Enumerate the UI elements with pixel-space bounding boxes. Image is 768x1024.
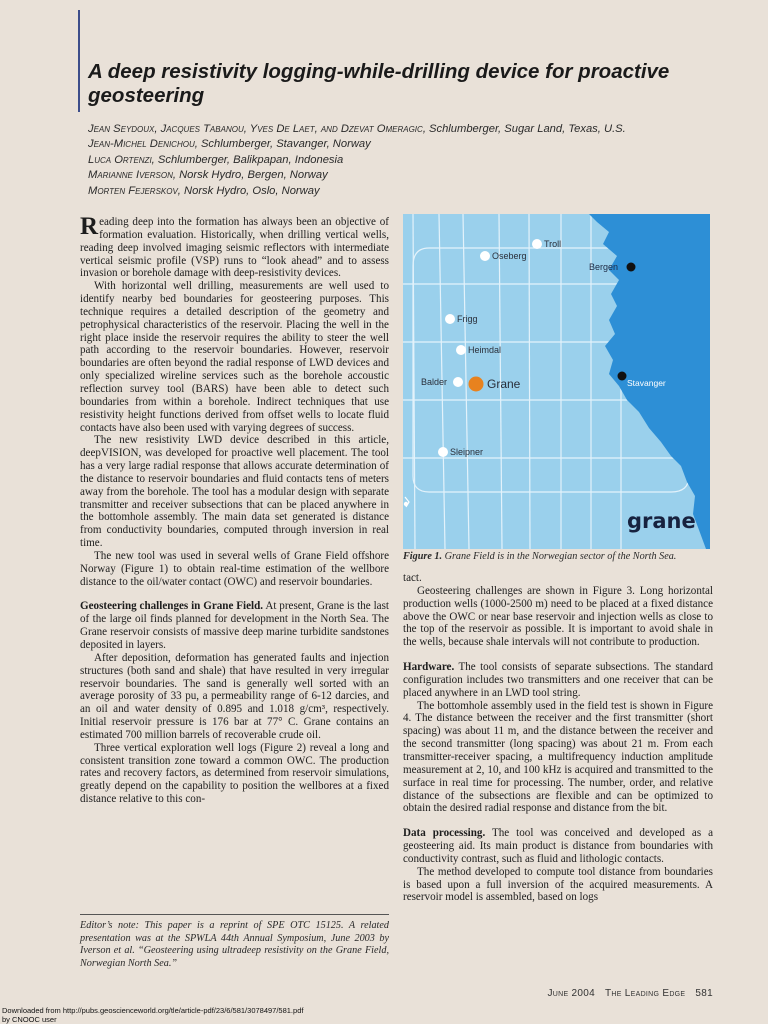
author-line: Jean-Michel Denichou, Schlumberger, Stavanger, Norway bbox=[88, 138, 371, 151]
body-paragraph: The bottomhole assembly used in the field test is shown in Figure 4. The distance between the receiver and the first transmitter (short spacing) was about 11 m, and the distance between the receiver and the second transmitter (long spacing) was about 21 m. From each transmitter-receiver spacing, a multifrequency induction amplitude measurement at 2, 10, and 100 kHz is acquired and transmitted to the surface in real time for processing. The number, order, and relative distance of the subsections are flexible and can be optimized to obtain the desired radial response and distance from the bit. bbox=[403, 699, 713, 815]
intro-paragraph: Reading deep into the formation has always been an objective of formation evaluation. Historically, when drilling vertical wells, reading deep involved imaging seismic reflectors with intermediate vertical seismic profile (VSP) runs to “look ahead” and to assess invasion or borehole damage with deep-resistivity devices. bbox=[80, 213, 389, 280]
bergen-label: Bergen bbox=[589, 262, 619, 272]
title-rule bbox=[78, 10, 80, 112]
issue-date: June 2004 bbox=[547, 988, 595, 999]
right-column bbox=[403, 572, 713, 904]
page-number: 581 bbox=[695, 988, 713, 999]
stavanger-marker bbox=[618, 372, 627, 381]
section-paragraph: Hardware. The tool consists of separate subsections. The standard configuration includes two transmitters and one receiver that can be placed anywhere in an LWD tool string. bbox=[403, 661, 713, 699]
stavanger-label: Stavanger bbox=[627, 378, 666, 388]
oseberg-marker bbox=[480, 251, 490, 261]
grane-logo: grane bbox=[627, 509, 696, 533]
troll-marker bbox=[532, 239, 542, 249]
journal-name: The Leading Edge bbox=[604, 988, 686, 999]
download-url: Downloaded from http://pubs.geoscienceworld.org/tle/article-pdf/23/6/581/3078497/581.pdf bbox=[2, 1006, 304, 1015]
editor-note-divider bbox=[80, 914, 389, 915]
section-paragraph: Data processing. The tool was conceived and developed as a geosteering aid. Its main product is distance from boundaries with conductivity contrast, such as fluid and lithologic contacts. bbox=[403, 827, 713, 865]
balder-label: Balder bbox=[421, 377, 448, 387]
grane-marker bbox=[469, 377, 484, 392]
bergen-marker bbox=[627, 263, 636, 272]
download-notice bbox=[2, 1007, 303, 1024]
grane-label: Grane bbox=[487, 377, 521, 391]
body-paragraph: Geosteering challenges are shown in Figure 3. Long horizontal production wells (1000-2500 m) need to be placed at a fixed distance above the OWC or near base reservoir and injection wells as close to the top of the reservoir as possible. It is important to avoid shale in the wells, because shale intervals will not contribute to production. bbox=[403, 584, 713, 649]
article-title: A deep resistivity logging-while-drilling device for proactive geosteering bbox=[88, 60, 670, 107]
heimdal-label: Heimdal bbox=[468, 345, 502, 355]
author-line: Luca Ortenzi, Schlumberger, Balikpapan, Indonesia bbox=[88, 153, 344, 166]
author-list bbox=[88, 122, 728, 199]
sleipner-marker bbox=[438, 447, 448, 457]
body-paragraph: After deposition, deformation has generated faults and injection structures (both sand and shale) that have resulted in very irregular reservoir boundaries. The sand is generally well sorted with an average porosity of 33 pu, a permeability range of 6-12 darcies, and an oil and water density of 0.895 and 1.018 g/cm³, respectively. Initial reservoir pressure is 176 bar at 77° C. Grane contains an estimated 700 million barrels of recoverable crude oil. bbox=[80, 651, 389, 741]
oseberg-label: Oseberg bbox=[492, 251, 527, 261]
troll-label: Troll bbox=[544, 239, 562, 249]
figure-1-map bbox=[403, 214, 710, 549]
body-paragraph: The method developed to compute tool distance from boundaries is based upon a full inversion of the acquired measurements. A reservoir model is assembled, based on logs bbox=[403, 865, 713, 904]
north-sea-map bbox=[403, 214, 710, 549]
heimdal-marker bbox=[456, 345, 466, 355]
frigg-label: Frigg bbox=[457, 314, 478, 324]
section-paragraph: Geosteering challenges in Grane Field. At present, Grane is the last of the large oil finds planned for development in the North Sea. The Grane reservoir consists of massive deep marine turbidite sandstones deposited in layers. bbox=[80, 600, 390, 651]
body-paragraph: The new tool was used in several wells of Grane Field offshore Norway (Figure 1) to obtain real-time estimation of the wellbore distance to the oil/water contact (OWC) and reservoir boundaries. bbox=[80, 549, 389, 588]
drop-cap: R bbox=[80, 213, 99, 240]
author-line: Jean Seydoux, Jacques Tabanou, Yves De Laet, and Dzevat Omeragic, Schlumberger, Sugar Land, Texas, U.S. bbox=[88, 123, 626, 135]
frigg-marker bbox=[445, 314, 455, 324]
body-paragraph: Three vertical exploration well logs (Figure 2) reveal a long and consistent transition zone toward a common OWC. The production rates and recovery factors, as determined from reservoir simulations, greatly depend on the capability to position the wellbores at a fixed distance relative to this con- bbox=[80, 741, 389, 806]
figure-label: Figure 1. bbox=[403, 551, 443, 562]
section-heading: Hardware. bbox=[403, 661, 455, 674]
author-line: Marianne Iverson, Norsk Hydro, Bergen, Norway bbox=[88, 169, 328, 182]
left-column bbox=[80, 213, 390, 806]
section-heading: Data processing. bbox=[403, 827, 486, 840]
sleipner-label: Sleipner bbox=[450, 447, 484, 457]
download-user: by CNOOC user bbox=[2, 1014, 57, 1024]
section-heading: Geosteering challenges in Grane Field. bbox=[80, 600, 264, 613]
body-paragraph: With horizontal well drilling, measurements are well used to identify nearby bed boundaries for geosteering purposes. This technique requires a detailed description of the geometry and petrophysical characteristics of the reservoir. Placing the well in the right place inside the reservoir requires the ability to steer the well path according to the reservoir boundaries. However, reservoir boundaries are often beyond the radial response of LWD devices and only specialized wireline services such as the borehole accoustic reflection survey tool (BARS) have been able to detect such boundaries from within a borehole. Indirect techniques that use resistivity height functions derived from offset wells to locate fluid contacts have also been used with varying degrees of success. bbox=[80, 280, 389, 434]
body-paragraph: The new resistivity LWD device described in this article, deepVISION, was developed for proactive well placement. The tool has a very large radial response that allows accurate determination of the distance to reservoir boundaries and fluid contacts tens of meters away from the borehole. The tool has a modular design with separate transmitter and receiver subsections that can be placed anywhere in the bottomhole assembly. The main data set generated is distance from conductivity boundaries, computed through inversion in real time. bbox=[80, 434, 389, 550]
body-paragraph: tact. bbox=[403, 572, 422, 584]
author-line: Morten Fejerskov, Norsk Hydro, Oslo, Norway bbox=[88, 184, 320, 197]
page-footer bbox=[535, 988, 713, 999]
figure-1-caption: Figure 1. Grane Field is in the Norwegian sector of the North Sea. bbox=[403, 551, 677, 562]
balder-marker bbox=[453, 377, 463, 387]
editor-note: Editor’s note: This paper is a reprint of SPE OTC 15125. A related presentation was at the SPWLA 44th Annual Symposium, June 2003 by Iverson et al. “Geosteering using ultradeep resistivity on the Grane Field, Norwegian North Sea.” bbox=[80, 920, 389, 969]
